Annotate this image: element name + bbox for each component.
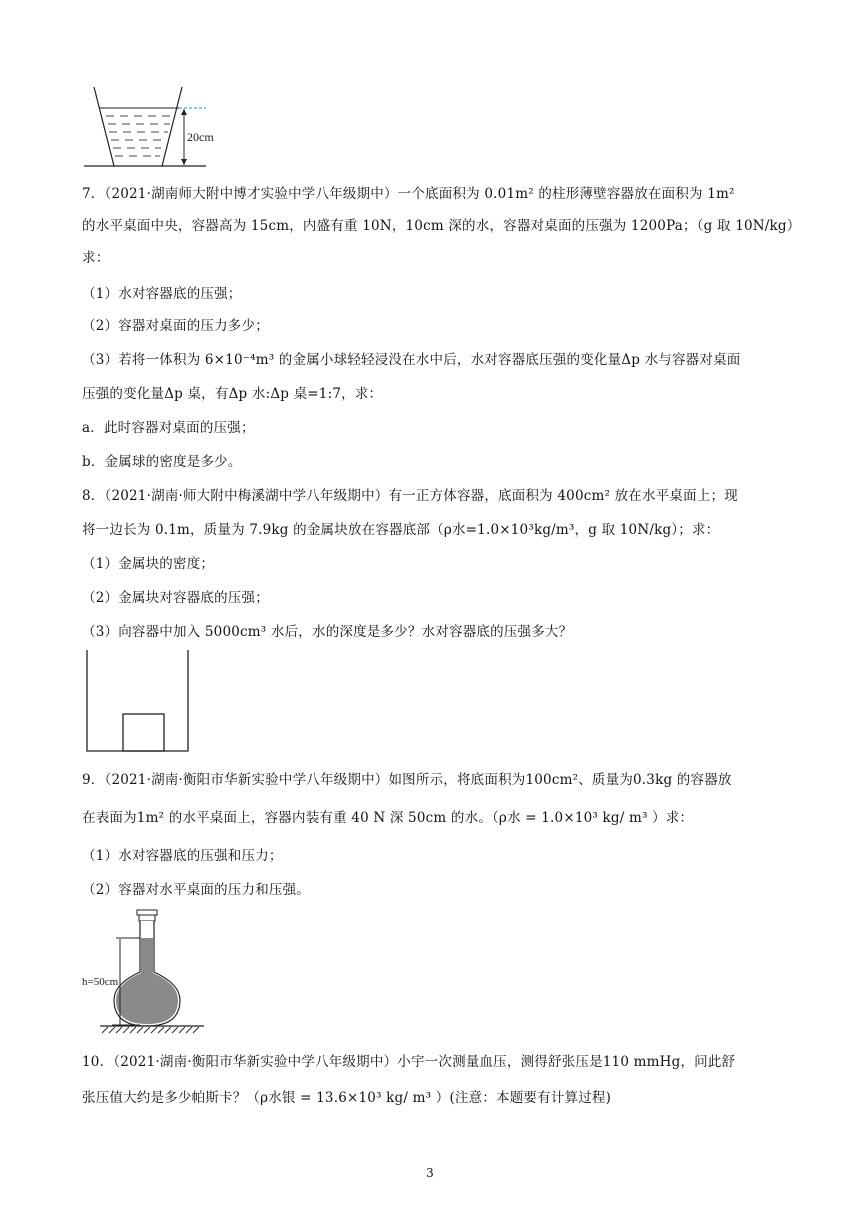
q7-line-3: 求： <box>82 250 110 266</box>
q7-part-a: a．此时容器对桌面的压强； <box>82 420 255 436</box>
trapezoid-container-figure <box>80 82 220 172</box>
page-number: 3 <box>426 1166 434 1180</box>
q8-line-1: 8．（2021·湖南·师大附中梅溪湖中学八年级期中）有一正方体容器，底面积为 400cm² 放在水平桌面上；现 <box>82 488 738 504</box>
q9-sub-1: （1）水对容器底的压强和压力； <box>82 848 283 864</box>
q8-line-2: 将一边长为 0.1m，质量为 7.9kg 的金属块放在容器底部（ρ水=1.0×10³kg/m³，g 取 10N/kg）；求： <box>82 522 720 538</box>
q7-part-b: b．金属球的密度是多少。 <box>82 454 242 470</box>
q9-line-1: 9．（2021·湖南·衡阳市华新实验中学八年级期中）如图所示，将底面积为100cm²、质量为0.3kg 的容器放 <box>82 772 732 788</box>
q7-sub-3a: （3）若将一体积为 6×10⁻⁴m³ 的金属小球轻轻浸没在水中后，水对容器底压强的变化量Δp 水与容器对桌面 <box>82 352 741 368</box>
q7-line-1: 7．（2021·湖南师大附中博才实验中学八年级期中）一个底面积为 0.01m² 的柱形薄壁容器放在面积为 1m² <box>82 186 735 202</box>
q9-sub-2: （2）容器对水平桌面的压力和压强。 <box>82 882 310 898</box>
q7-sub-3b: 压强的变化量Δp 桌，有Δp 水:Δp 桌=1:7，求： <box>82 386 383 402</box>
q7-sub-2: （2）容器对桌面的压力多少； <box>82 318 269 334</box>
cube-container-figure <box>84 650 194 754</box>
height-label: h=50cm <box>82 976 119 988</box>
depth-label: 20cm <box>187 130 214 144</box>
q7-line-2: 的水平桌面中央，容器高为 15cm，内盛有重 10N，10cm 深的水，容器对桌面的压强为 1200Pa；（g 取 10N/kg） <box>82 218 801 234</box>
q9-line-2: 在表面为1m² 的水平桌面上，容器内装有重 40 N 深 50cm 的水。（ρ水 = 1.0×10³ kg/ m³ ）求： <box>82 810 694 826</box>
q10-line-2: 张压值大约是多少帕斯卡？（ρ水银 = 13.6×10³ kg/ m³ ）(注意：本题要有计算过程) <box>82 1090 612 1106</box>
q8-sub-1: （1）金属块的密度； <box>82 556 215 572</box>
q7-sub-1: （1）水对容器底的压强； <box>82 286 242 302</box>
q10-line-1: 10．（2021·湖南·衡阳市华新实验中学八年级期中）小宇一次测量血压，测得舒张压是110 mmHg，问此舒 <box>82 1054 736 1070</box>
q8-sub-3: （3）向容器中加入 5000cm³ 水后，水的深度是多少？水对容器底的压强多大？ <box>82 624 573 640</box>
q8-sub-2: （2）金属块对容器底的压强； <box>82 590 269 606</box>
flask-figure <box>82 904 212 1034</box>
